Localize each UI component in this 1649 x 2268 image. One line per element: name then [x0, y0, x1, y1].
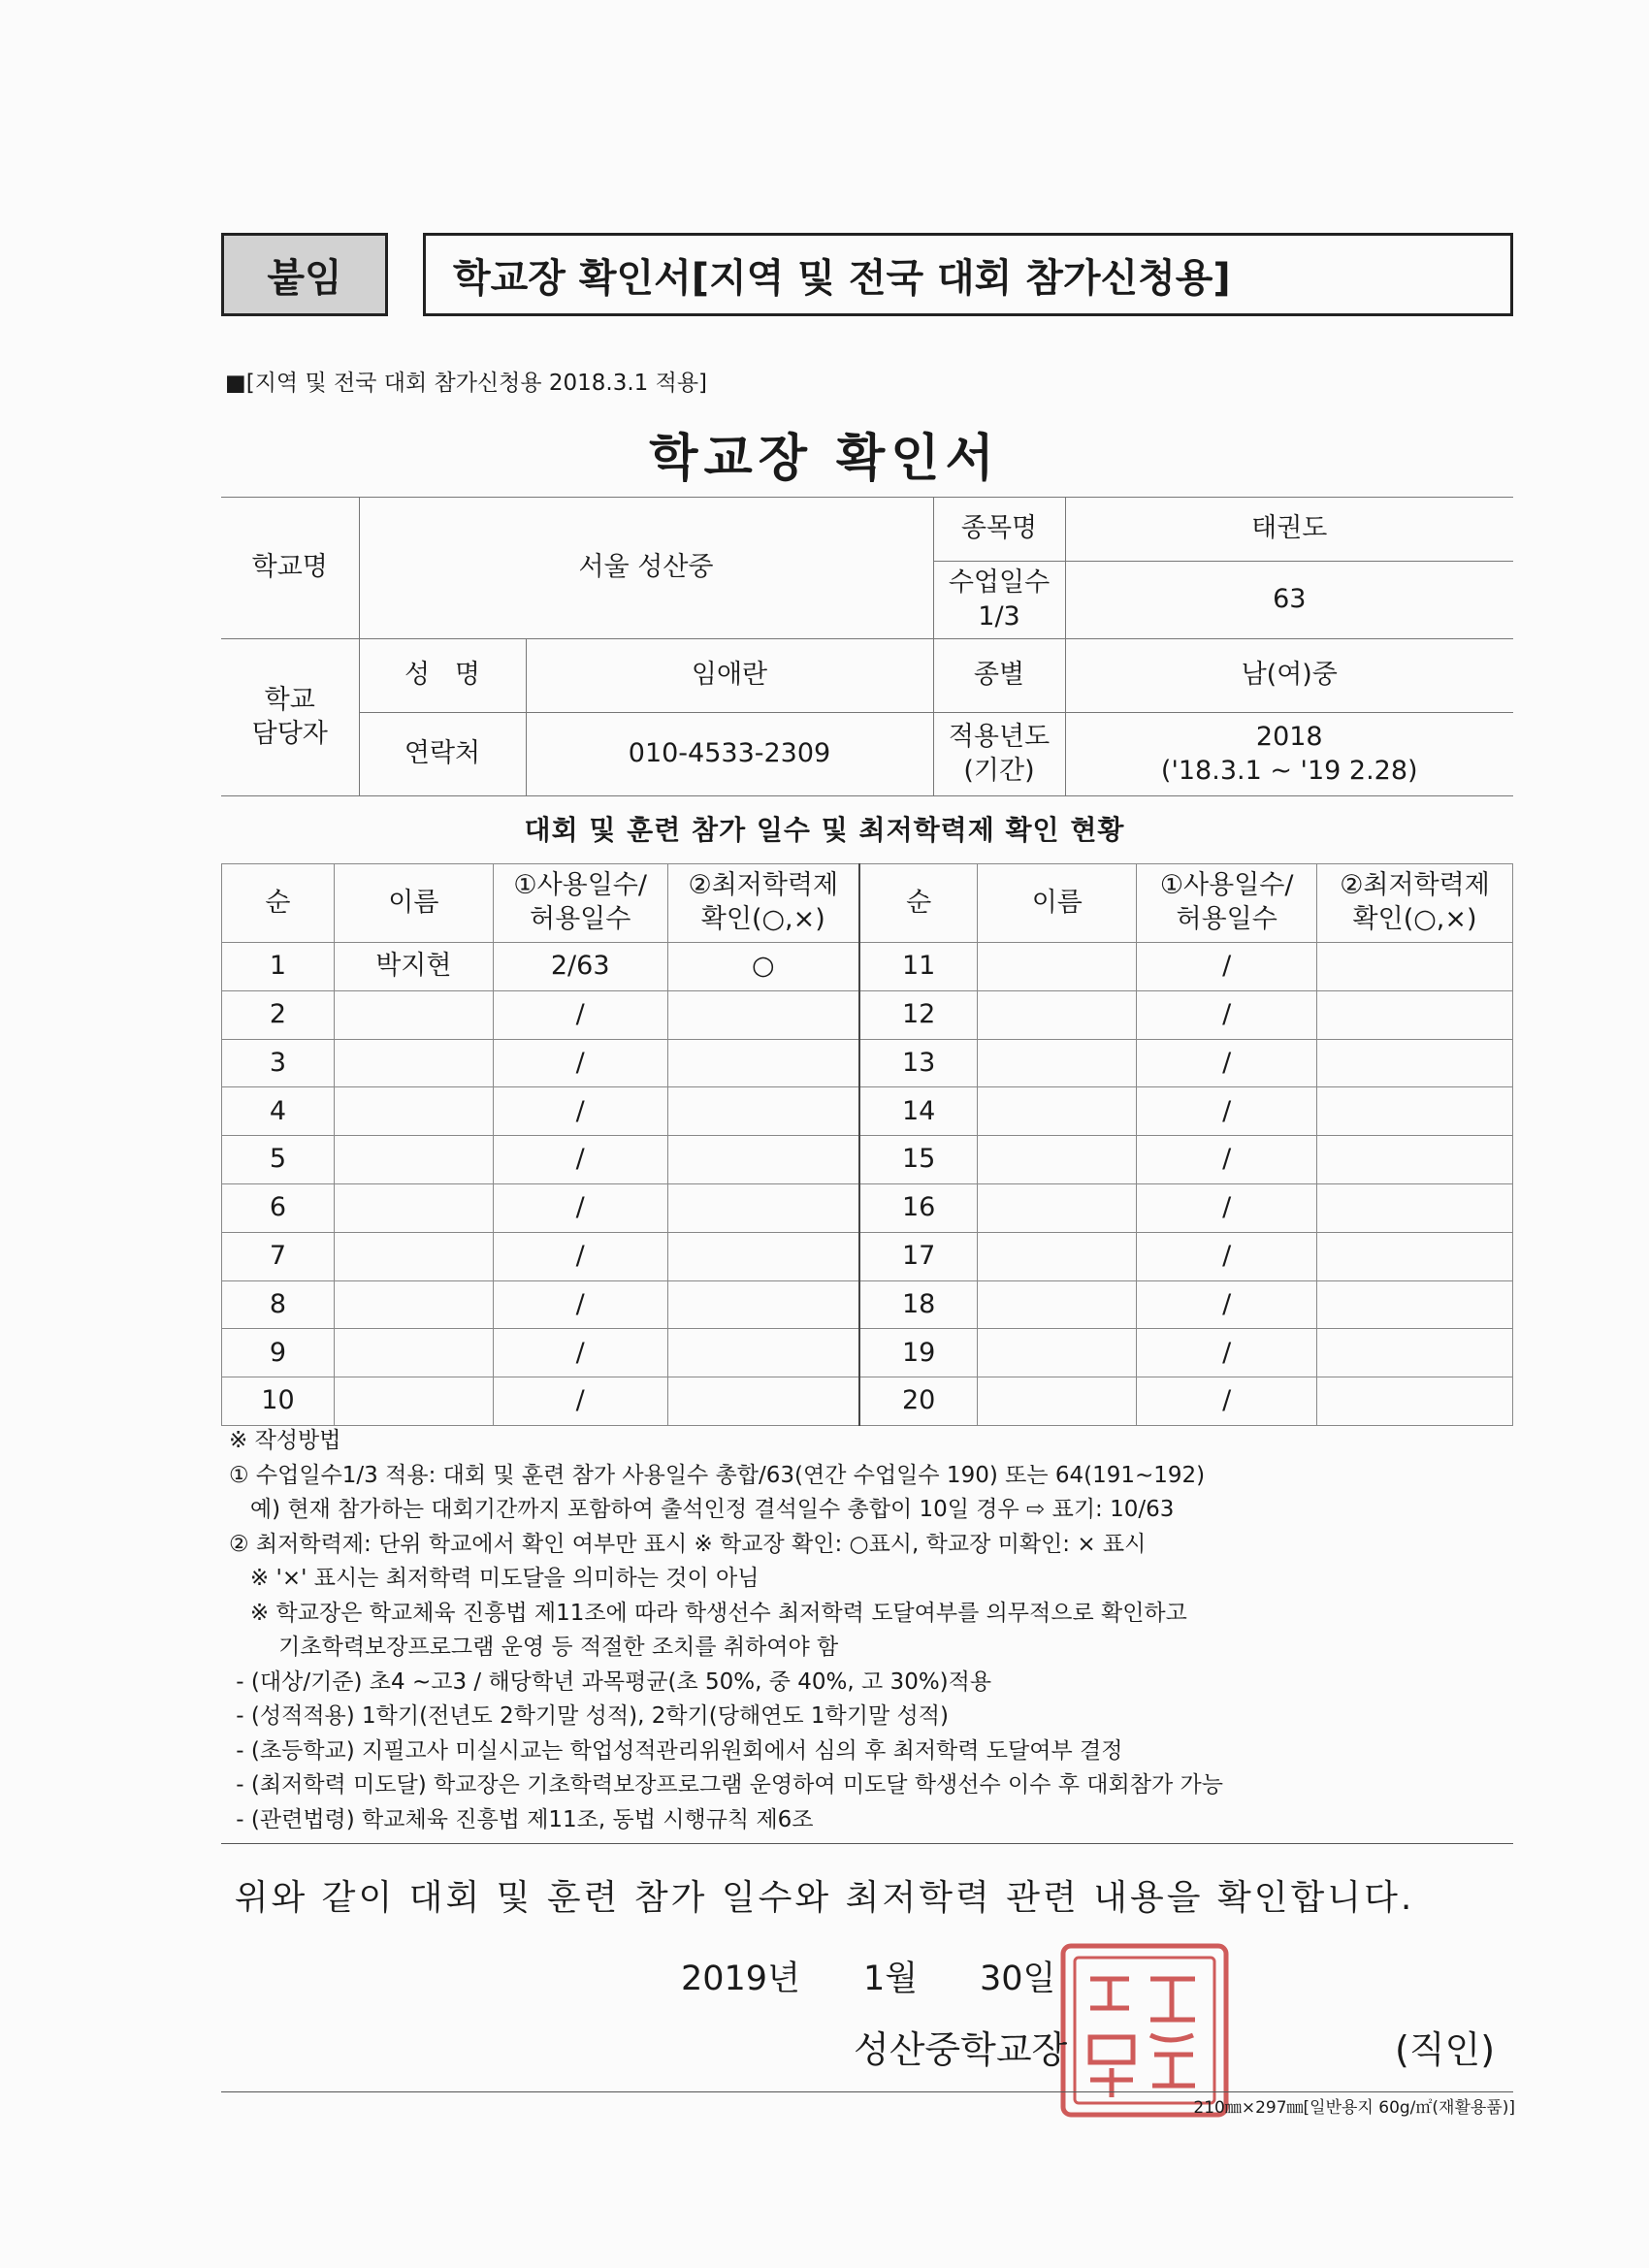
cell-name: [334, 1377, 493, 1426]
name-value: 임애란: [526, 639, 933, 713]
cell-days: /: [493, 1232, 667, 1280]
instruction-line: ② 최저학력제: 단위 학교에서 확인 여부만 표시 ※ 학교장 확인: ○표시, 학교장 미확인: × 표시: [229, 1531, 1147, 1557]
sport-value: 태권도: [1065, 498, 1513, 562]
cell-days: /: [1137, 1377, 1317, 1426]
sport-label: 종목명: [933, 498, 1065, 562]
cell-no: 12: [859, 990, 978, 1039]
school-days-value: 63: [1065, 562, 1513, 639]
col-check: ②최저학력제 확인(○,×): [667, 864, 859, 943]
cell-days: /: [1137, 1280, 1317, 1329]
bottom-divider: [221, 2091, 1513, 2092]
cell-name: [334, 1087, 493, 1136]
cell-no: 10: [222, 1377, 335, 1426]
cell-days: /: [493, 1183, 667, 1232]
cell-days: /: [1137, 1136, 1317, 1184]
gender-value: 남(여)중: [1065, 639, 1513, 713]
table-row: [222, 1136, 1513, 1184]
instruction-line: - (초등학교) 지필고사 미실시교는 학업성적관리위원회에서 심의 후 최저학력 도달여부 결정: [229, 1737, 1123, 1764]
cell-name: [334, 1136, 493, 1184]
cell-check: [1317, 990, 1513, 1039]
header-title-box: [423, 233, 1513, 316]
cell-name: 박지현: [334, 943, 493, 991]
cell-check: [1317, 1136, 1513, 1184]
cell-no: 3: [222, 1039, 335, 1087]
table-row: [222, 1232, 1513, 1280]
table-header-row: [222, 864, 1513, 943]
cell-check: [667, 1087, 859, 1136]
cell-days: /: [1137, 1087, 1317, 1136]
cell-name: [978, 943, 1137, 991]
seal-placeholder: (직인): [1395, 2028, 1496, 2071]
cell-no: 16: [859, 1183, 978, 1232]
cell-no: 1: [222, 943, 335, 991]
table-row: [222, 943, 1513, 991]
cell-days: /: [1137, 1329, 1317, 1377]
instruction-line: - (최저학력 미도달) 학교장은 기초학력보장프로그램 운영하여 미도달 학생선수 이수 후 대회참가 가능: [229, 1772, 1223, 1798]
table-row: [222, 1087, 1513, 1136]
instruction-line: - (성적적용) 1학기(전년도 2학기말 성적), 2학기(당해연도 1학기말 성적): [229, 1703, 949, 1729]
writing-instructions: [229, 1424, 1529, 1837]
cell-no: 6: [222, 1183, 335, 1232]
cell-check: [1317, 1039, 1513, 1087]
col-no: 순: [222, 864, 335, 943]
apply-note: ■[지역 및 전국 대회 참가신청용 2018.3.1 적용]: [225, 371, 708, 396]
school-days-label: 수업일수 1/3: [933, 562, 1065, 639]
cell-name: [978, 1377, 1137, 1426]
cell-days: /: [493, 1136, 667, 1184]
cell-name: [978, 1232, 1137, 1280]
table-body: [222, 943, 1513, 1426]
name-label: 성 명: [359, 639, 526, 713]
gender-label: 종별: [933, 639, 1065, 713]
header-title: 학교장 확인서[지역 및 전국 대회 참가신청용]: [453, 255, 1231, 301]
table-row: [222, 1377, 1513, 1426]
cell-days: /: [493, 990, 667, 1039]
instruction-line: 예) 현재 참가하는 대회기간까지 포함하여 출석인정 결석일수 총합이 10일 경우 ⇨ 표기: 10/63: [229, 1497, 1175, 1522]
table-row: [222, 1039, 1513, 1087]
cell-no: 9: [222, 1329, 335, 1377]
col-days: ①사용일수/ 허용일수: [493, 864, 667, 943]
attachment-tag-label: 붙임: [267, 255, 342, 301]
cell-no: 18: [859, 1280, 978, 1329]
cell-days: 2/63: [493, 943, 667, 991]
cell-name: [978, 1087, 1137, 1136]
instruction-line: - (대상/기준) 초4 ~고3 / 해당학년 과목평균(초 50%, 중 40%, 고 30%)적용: [229, 1669, 992, 1695]
cell-name: [978, 990, 1137, 1039]
cell-check: [1317, 1087, 1513, 1136]
cell-name: [978, 1183, 1137, 1232]
cell-no: 5: [222, 1136, 335, 1184]
date-day: 30일: [980, 1960, 1056, 1998]
cell-no: 11: [859, 943, 978, 991]
cell-days: /: [1137, 943, 1317, 991]
signer-title: 성산중학교장: [854, 2028, 1068, 2071]
col-check: ②최저학력제 확인(○,×): [1317, 864, 1513, 943]
school-value: 서울 성산중: [359, 498, 933, 639]
staff-label: 학교 담당자: [221, 639, 359, 796]
cell-no: 4: [222, 1087, 335, 1136]
cell-check: [667, 1183, 859, 1232]
cell-days: /: [1137, 1183, 1317, 1232]
cell-days: /: [1137, 1232, 1317, 1280]
info-table: [221, 497, 1513, 796]
date-year: 2019년: [681, 1960, 800, 1998]
cell-no: 13: [859, 1039, 978, 1087]
cell-check: ○: [667, 943, 859, 991]
col-days: ①사용일수/ 허용일수: [1137, 864, 1317, 943]
cell-days: /: [493, 1280, 667, 1329]
cell-name: [334, 1232, 493, 1280]
paper-spec-footer: 210㎜×297㎜[일반용지 60g/㎡(재활용품)]: [1193, 2098, 1515, 2118]
cell-check: [667, 1136, 859, 1184]
cell-name: [978, 1039, 1137, 1087]
instruction-line: - (관련법령) 학교체육 진흥법 제11조, 동법 시행규칙 제6조: [229, 1806, 814, 1832]
cell-name: [978, 1329, 1137, 1377]
attachment-tag: [221, 233, 388, 316]
cell-days: /: [1137, 1039, 1317, 1087]
cell-check: [667, 1280, 859, 1329]
table-row: [222, 1329, 1513, 1377]
instruction-line: ※ '×' 표시는 최저학력 미도달을 의미하는 것이 아님: [229, 1566, 760, 1591]
cell-name: [334, 1280, 493, 1329]
table-row: [222, 990, 1513, 1039]
cell-no: 2: [222, 990, 335, 1039]
participation-table: [221, 863, 1513, 1426]
instruction-line: ① 수업일수1/3 적용: 대회 및 훈련 참가 사용일수 총합/63(연간 수업일수 190) 또는 64(191~192): [229, 1462, 1206, 1488]
cell-no: 8: [222, 1280, 335, 1329]
cell-days: /: [1137, 990, 1317, 1039]
instruction-line: ※ 학교장은 학교체육 진흥법 제11조에 따라 학생선수 최저학력 도달여부를 의무적으로 확인하고: [229, 1600, 1187, 1626]
table-row: [222, 1183, 1513, 1232]
cell-no: 17: [859, 1232, 978, 1280]
col-name: 이름: [978, 864, 1137, 943]
year-label: 적용년도 (기간): [933, 713, 1065, 796]
cell-check: [1317, 943, 1513, 991]
cell-name: [334, 1329, 493, 1377]
instruction-line: ※ 작성방법: [229, 1428, 341, 1453]
cell-days: /: [493, 1039, 667, 1087]
table-row: [222, 1280, 1513, 1329]
cell-name: [334, 990, 493, 1039]
document-title: 학교장 확인서: [649, 430, 1000, 488]
cell-check: [1317, 1232, 1513, 1280]
cell-days: /: [493, 1329, 667, 1377]
cell-check: [667, 1377, 859, 1426]
school-label: 학교명: [221, 498, 359, 639]
cell-no: 14: [859, 1087, 978, 1136]
cell-no: 19: [859, 1329, 978, 1377]
cell-check: [1317, 1329, 1513, 1377]
contact-value: 010-4533-2309: [526, 713, 933, 796]
col-name: 이름: [334, 864, 493, 943]
cell-check: [667, 1232, 859, 1280]
divider-line: [221, 1843, 1513, 1844]
cell-name: [978, 1280, 1137, 1329]
cell-name: [334, 1039, 493, 1087]
cell-name: [978, 1136, 1137, 1184]
instruction-line: 기초학력보장프로그램 운영 등 적절한 조치를 취하여야 함: [229, 1635, 839, 1660]
cell-check: [1317, 1280, 1513, 1329]
cell-no: 15: [859, 1136, 978, 1184]
date-month: 1월: [863, 1960, 919, 1998]
cell-name: [334, 1183, 493, 1232]
cell-check: [1317, 1377, 1513, 1426]
cell-days: /: [493, 1377, 667, 1426]
cell-no: 20: [859, 1377, 978, 1426]
year-value: 2018 ('18.3.1 ~ '19 2.28): [1065, 713, 1513, 796]
confirm-statement: 위와 같이 대회 및 훈련 참가 일수와 최저학력 관련 내용을 확인합니다.: [234, 1878, 1415, 1918]
cell-days: /: [493, 1087, 667, 1136]
cell-check: [667, 1329, 859, 1377]
col-no: 순: [859, 864, 978, 943]
cell-check: [667, 1039, 859, 1087]
cell-no: 7: [222, 1232, 335, 1280]
cell-check: [667, 990, 859, 1039]
cell-check: [1317, 1183, 1513, 1232]
contact-label: 연락처: [359, 713, 526, 796]
section-title: 대회 및 훈련 참가 일수 및 최저학력제 확인 현황: [524, 814, 1125, 846]
